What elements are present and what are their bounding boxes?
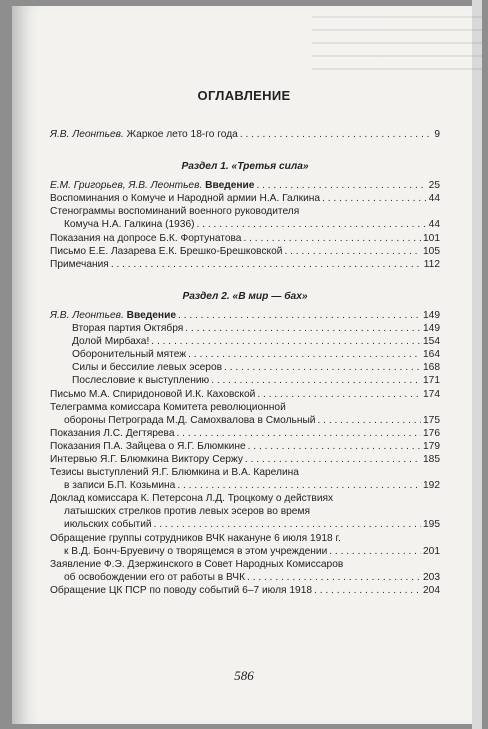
toc-entry xyxy=(50,584,440,597)
entry-page: 192 xyxy=(423,480,440,492)
dot-leader xyxy=(188,348,421,361)
toc-entry xyxy=(50,309,440,322)
entry-title: июльских событий xyxy=(64,519,152,531)
toc-entry xyxy=(50,192,440,205)
entry-page: 174 xyxy=(423,388,440,400)
dot-leader xyxy=(256,179,426,192)
section-heading-1: Раздел 1. «Третья сила» xyxy=(181,161,309,173)
entry-page: 203 xyxy=(423,571,440,583)
dot-leader xyxy=(224,361,421,374)
dot-leader xyxy=(211,374,421,387)
entry-page: 149 xyxy=(423,323,440,335)
entry-title-line: Тезисы выступлений Я.Г. Блюмкина и В.А. Карелина xyxy=(50,467,299,479)
entry-page: 44 xyxy=(428,219,440,231)
toc-entry xyxy=(50,440,440,453)
dot-leader xyxy=(318,414,422,427)
entry-title: Воспоминания о Комуче и Народной армии Н.А. Галкина xyxy=(50,193,321,205)
entry-title: Комуча Н.А. Галкина (1936) xyxy=(64,219,195,231)
dot-leader xyxy=(177,479,421,492)
entry-title: Письмо Е.Е. Лазарева Е.К. Брешко-Брешковской xyxy=(50,245,283,257)
entry-page: 204 xyxy=(423,584,440,596)
entry-page: 176 xyxy=(423,427,440,439)
entry-page: 164 xyxy=(423,349,440,361)
entry-page: 9 xyxy=(434,129,440,140)
dot-leader xyxy=(151,335,421,348)
entry-page: 154 xyxy=(423,336,440,348)
entry-page: 25 xyxy=(428,180,440,192)
toc-entry xyxy=(50,427,440,440)
dot-leader xyxy=(154,518,421,531)
table-of-contents xyxy=(50,128,440,597)
toc-entry xyxy=(50,479,440,492)
entry-title-line: Доклад комиссара К. Петерсона Л.Д. Троцкому о действиях xyxy=(50,493,334,505)
entry-page: 168 xyxy=(423,362,440,374)
dot-leader xyxy=(178,309,421,322)
dot-leader xyxy=(197,218,427,231)
toc-entry xyxy=(50,245,440,258)
entry-title-line: латышских стрелков против левых эсеров во время xyxy=(64,506,310,518)
entry-title: Вторая партия Октября xyxy=(72,323,184,335)
toc-subentry xyxy=(50,322,440,335)
dot-leader xyxy=(177,427,421,440)
dot-leader xyxy=(247,571,421,584)
entry-title: Показания на допросе Б.К. Фортунатова xyxy=(50,232,242,244)
entry-page: 171 xyxy=(423,375,440,387)
toc-entry xyxy=(50,571,440,584)
section-heading-2: Раздел 2. «В мир — бах» xyxy=(182,290,308,302)
entry-title-line: Телеграмма комиссара Комитета революционной xyxy=(50,401,286,413)
entry-title: Оборонительный мятеж xyxy=(72,349,187,361)
toc-entry xyxy=(50,218,440,231)
entry-title: Показания П.А. Зайцева о Я.Г. Блюмкине xyxy=(50,440,246,452)
dot-leader xyxy=(243,232,421,245)
entry-author: Я.В. Леонтьев. xyxy=(50,129,124,140)
page-edge xyxy=(472,0,482,729)
entry-title: обороны Петрограда М.Д. Самохвалова в Смольный xyxy=(64,414,316,426)
toc-entry xyxy=(50,414,440,427)
dot-leader xyxy=(257,388,421,401)
toc-title: ОГЛАВЛЕНИЕ xyxy=(197,88,291,103)
entry-title: Введение xyxy=(123,309,177,321)
entry-page: 101 xyxy=(423,232,440,244)
toc-entry xyxy=(50,518,440,531)
toc-entry xyxy=(50,232,440,245)
toc-entry-intro xyxy=(50,128,440,141)
page-number: 586 xyxy=(234,668,254,683)
entry-title: к В.Д. Бонч-Бруевичу о творящемся в этом учреждении xyxy=(64,545,328,557)
entry-title: Жаркое лето 18-го года xyxy=(123,129,238,140)
entry-title: Интервью Я.Г. Блюмкина Виктору Сержу xyxy=(50,453,243,465)
entry-title: Послесловие к выступлению xyxy=(72,375,210,387)
entry-title: Показания Л.С. Дегтярева xyxy=(50,427,175,439)
toc-entry xyxy=(50,388,440,401)
entry-title: Письмо М.А. Спиридоновой И.К. Каховской xyxy=(50,388,256,400)
toc-entry xyxy=(50,545,440,558)
dot-leader xyxy=(329,545,421,558)
entry-title: в записи Б.П. Козьмина xyxy=(64,480,176,492)
dot-leader xyxy=(248,440,421,453)
entry-page: 185 xyxy=(423,453,440,465)
entry-title: Долой Мирбаха! xyxy=(72,336,150,348)
entry-page: 195 xyxy=(423,519,440,531)
entry-page: 201 xyxy=(423,545,440,557)
dot-leader xyxy=(240,128,433,141)
toc-subentry xyxy=(50,348,440,361)
entry-title: Введение xyxy=(202,180,255,192)
entry-page: 44 xyxy=(428,193,440,205)
toc-subentry xyxy=(50,335,440,348)
entry-page: 175 xyxy=(423,414,440,426)
dot-leader xyxy=(245,453,421,466)
entry-page: 112 xyxy=(423,258,440,270)
entry-author: Я.В. Леонтьев. xyxy=(50,309,124,321)
entry-author: Е.М. Григорьев, Я.В. Леонтьев. xyxy=(50,180,203,192)
toc-entry xyxy=(50,258,440,271)
dot-leader xyxy=(111,258,422,271)
entry-title: Силы и бессилие левых эсеров xyxy=(72,362,223,374)
bleed-through-text xyxy=(312,16,482,76)
entry-page: 179 xyxy=(423,440,440,452)
entry-title-line: Обращение группы сотрудников ВЧК накануне 6 июля 1918 г. xyxy=(50,532,341,544)
toc-subentry xyxy=(50,361,440,374)
dot-leader xyxy=(322,192,427,205)
toc-entry xyxy=(50,179,440,192)
entry-title-line: Заявление Ф.Э. Дзержинского в Совет Народных Комиссаров xyxy=(50,558,344,570)
dot-leader xyxy=(284,245,421,258)
entry-page: 105 xyxy=(423,245,440,257)
dot-leader xyxy=(185,322,421,335)
toc-entry xyxy=(50,453,440,466)
dot-leader xyxy=(314,584,421,597)
entry-title: об освобождении его от работы в ВЧК xyxy=(64,571,246,583)
entry-title: Примечания xyxy=(50,258,109,270)
entry-title: Обращение ЦК ПСР по поводу событий 6–7 июля 1918 xyxy=(50,584,313,596)
entry-page: 149 xyxy=(423,309,440,321)
toc-subentry xyxy=(50,374,440,387)
entry-title-line: Стенограммы воспоминаний военного руководителя xyxy=(50,206,300,218)
